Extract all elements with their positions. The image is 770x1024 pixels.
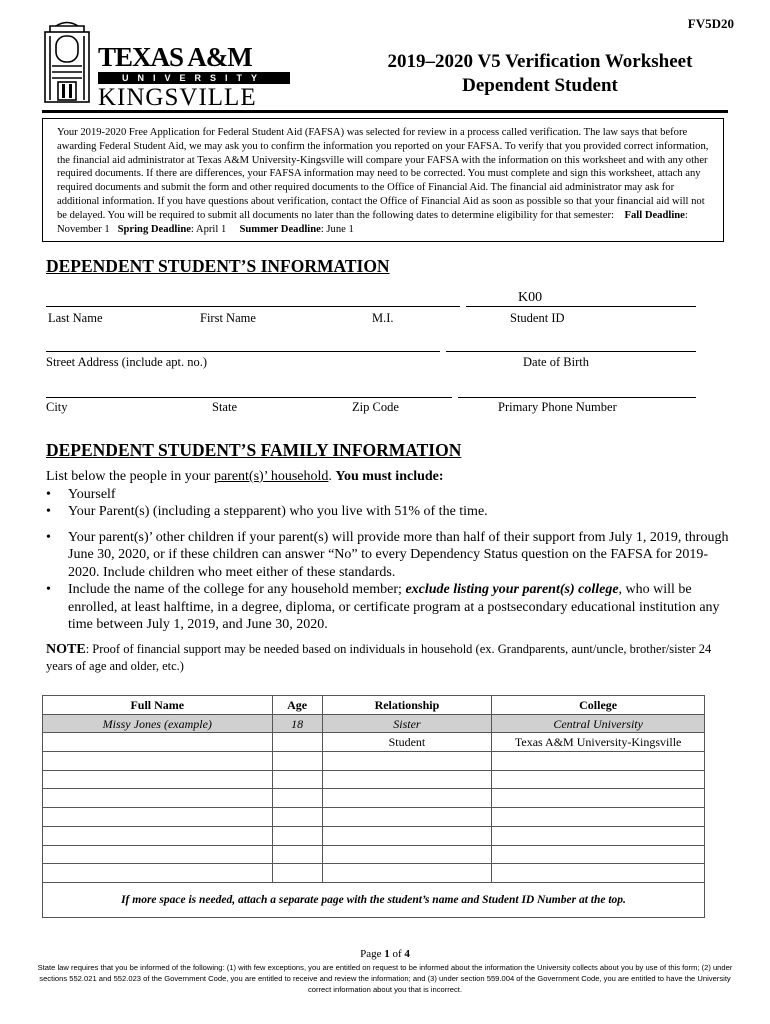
family-intro-must-include: You must include: — [335, 469, 444, 484]
example-name: Missy Jones (example) — [43, 714, 273, 733]
first-name-label: First Name — [200, 311, 256, 325]
spring-deadline-value: : April 1 — [190, 223, 227, 235]
college-cell[interactable] — [492, 752, 705, 771]
note-label: NOTE — [46, 642, 86, 657]
college-cell[interactable] — [492, 808, 705, 827]
phone-label: Primary Phone Number — [498, 400, 617, 414]
list-item: • Yourself — [68, 486, 736, 504]
college-cell[interactable] — [492, 826, 705, 845]
street-address-field-line[interactable] — [46, 351, 440, 352]
age-cell[interactable] — [272, 789, 322, 808]
family-intro-after: . — [328, 469, 336, 484]
intro-text — [57, 126, 715, 236]
age-cell[interactable] — [272, 864, 322, 883]
fall-deadline-value: : November 1 — [57, 209, 688, 235]
table-row — [43, 845, 705, 864]
student-info-heading: DEPENDENT STUDENT’S INFORMATION — [46, 256, 390, 276]
fall-deadline-label: Fall Deadline — [624, 209, 685, 221]
city-state-zip-field-line[interactable] — [46, 397, 452, 398]
city-label: City — [46, 400, 68, 414]
logo-text-texas-am: TEXAS A&M — [98, 42, 252, 72]
name-field-line[interactable] — [46, 306, 460, 307]
page-current: 1 — [384, 948, 390, 960]
example-row — [43, 714, 705, 733]
table-row — [43, 864, 705, 883]
name-cell[interactable] — [43, 845, 273, 864]
family-include-list — [46, 486, 736, 634]
family-info-heading: DEPENDENT STUDENT’S FAMILY INFORMATION — [46, 440, 462, 460]
table-footer-row — [43, 882, 705, 917]
zip-code-label: Zip Code — [352, 400, 399, 414]
table-header-row — [43, 696, 705, 715]
page-total: 4 — [404, 948, 410, 960]
age-cell[interactable] — [272, 808, 322, 827]
student-row — [43, 733, 705, 752]
relationship-cell[interactable] — [322, 826, 492, 845]
intro-paragraph: Your 2019-2020 Free Application for Federal Student Aid (FAFSA) was selected for review in a process called verification. The law says that before awarding Federal Student Aid, we may ask you to confirm the information you reported on your FAFSA. To verify that you provided correct information, the financial aid administrator at Texas A&M University-Kingsville will compare your FAFSA with the information on this worksheet and with any other required documents. If there are differences, your FAFSA information may need to be corrected. You must complete and sign this worksheet, attach any required documents and submit the form and other required documents to the Office of Financial Aid. The financial aid administrator may ask for additional information. If you have questions about verification, contact the Office of Financial Aid as soon as possible so that your financial aid will not be delayed. You will be required to submit all documents no later than the following dates to determine eligibility for that semester: — [57, 127, 709, 221]
name-cell[interactable] — [43, 770, 273, 789]
logo-text-kingsville: KINGSVILLE — [98, 84, 257, 111]
title-line-2: Dependent Student — [462, 75, 618, 96]
note-text: : Proof of financial support may be needed based on individuals in household (ex. Grandparents, aunt/uncle, brother/sister 24 years of age and older, etc.) — [46, 642, 712, 673]
legal-notice: State law requires that you be informed of the following: (1) with few exceptions, you are entitled on request to be informed about the information the University collects about you by use of this form; (2) under sections 552.021 and 552.023 of the Government Code, you are entitled to receive and review the information; and (3) under section 559.004 of the Government Code, you are entitled to have the University correct information about you that is incorrect. — [37, 963, 733, 994]
table-row — [43, 826, 705, 845]
list-item: • Your parent(s)’ other children if your parent(s) will provide more than half of their support from July 1, 2019, through June 30, 2020, or if these children can answer “No” to every Dependency Status question on the FAFSA for 2019-2020. Include children who meet either of these standards. — [68, 529, 736, 582]
title-line-1: 2019–2020 V5 Verification Worksheet — [387, 51, 693, 72]
university-logo — [42, 18, 266, 111]
form-code: FV5D20 — [687, 16, 734, 31]
document-title — [300, 50, 770, 98]
age-cell[interactable] — [272, 826, 322, 845]
page-mid: of — [389, 948, 405, 960]
college-cell[interactable] — [492, 770, 705, 789]
family-intro-before: List below the people in your — [46, 469, 214, 484]
intro-box — [42, 118, 724, 242]
page-number — [0, 948, 770, 960]
table-row — [43, 789, 705, 808]
full-name-header: Full Name — [43, 696, 273, 715]
summer-deadline-value: : June 1 — [320, 223, 354, 235]
college-cell[interactable] — [492, 789, 705, 808]
page-prefix: Page — [360, 948, 385, 960]
relationship-cell[interactable] — [322, 789, 492, 808]
college-cell[interactable] — [492, 864, 705, 883]
age-cell[interactable] — [272, 770, 322, 789]
relationship-cell[interactable] — [322, 845, 492, 864]
student-id-prefix: K00 — [518, 290, 543, 305]
student-id-label: Student ID — [510, 311, 565, 325]
date-of-birth-label: Date of Birth — [523, 355, 589, 369]
relationship-cell[interactable] — [322, 864, 492, 883]
phone-field-line[interactable] — [458, 397, 696, 398]
table-row — [43, 752, 705, 771]
college-cell[interactable] — [492, 845, 705, 864]
student-college-cell: Texas A&M University-Kingsville — [492, 733, 705, 752]
table-row — [43, 808, 705, 827]
name-cell[interactable] — [43, 864, 273, 883]
state-label: State — [212, 400, 237, 414]
name-cell[interactable] — [43, 752, 273, 771]
relationship-header: Relationship — [322, 696, 492, 715]
table-footer-note: If more space is needed, attach a separate page with the student’s name and Student ID Number at the top. — [43, 882, 705, 917]
household-table — [42, 695, 705, 918]
family-intro-line — [46, 468, 736, 486]
family-intro — [46, 468, 736, 634]
student-age-cell[interactable] — [272, 733, 322, 752]
bullet4-before: Include the name of the college for any household member; — [68, 582, 406, 597]
college-header: College — [492, 696, 705, 715]
table-row — [43, 770, 705, 789]
relationship-cell[interactable] — [322, 770, 492, 789]
relationship-cell[interactable] — [322, 808, 492, 827]
logo-text-university: UNIVERSITY — [98, 72, 290, 84]
list-item — [68, 581, 736, 634]
example-age: 18 — [272, 714, 322, 733]
student-name-cell[interactable] — [43, 733, 273, 752]
bullet4-after: , who will be enrolled, at least halftime, in a degree, diploma, or certificate program at a postsecondary educational institution any time between July 1, 2019, and June 30, 2020. — [68, 582, 720, 632]
age-header: Age — [272, 696, 322, 715]
name-cell[interactable] — [43, 826, 273, 845]
last-name-label: Last Name — [48, 311, 103, 325]
relationship-cell[interactable] — [322, 752, 492, 771]
spring-deadline-label: Spring Deadline — [117, 223, 191, 235]
summer-deadline-label: Summer Deadline — [239, 223, 321, 235]
age-cell[interactable] — [272, 752, 322, 771]
college-hall-tower-icon — [42, 18, 92, 104]
student-relationship-cell: Student — [322, 733, 492, 752]
example-college: Central University — [492, 714, 705, 733]
example-relationship: Sister — [322, 714, 492, 733]
note — [46, 641, 736, 675]
name-cell[interactable] — [43, 789, 273, 808]
student-id-field-line[interactable] — [466, 306, 696, 307]
bullet4-emphasis: exclude listing your parent(s) college — [405, 582, 619, 597]
mi-label: M.I. — [372, 311, 394, 325]
family-intro-household: parent(s)’ household — [213, 469, 329, 484]
date-of-birth-field-line[interactable] — [446, 351, 696, 352]
street-address-label: Street Address (include apt. no.) — [46, 355, 208, 369]
header-divider — [42, 110, 728, 113]
age-cell[interactable] — [272, 845, 322, 864]
list-item: • Your Parent(s) (including a stepparent) who you live with 51% of the time. — [68, 503, 736, 521]
name-cell[interactable] — [43, 808, 273, 827]
